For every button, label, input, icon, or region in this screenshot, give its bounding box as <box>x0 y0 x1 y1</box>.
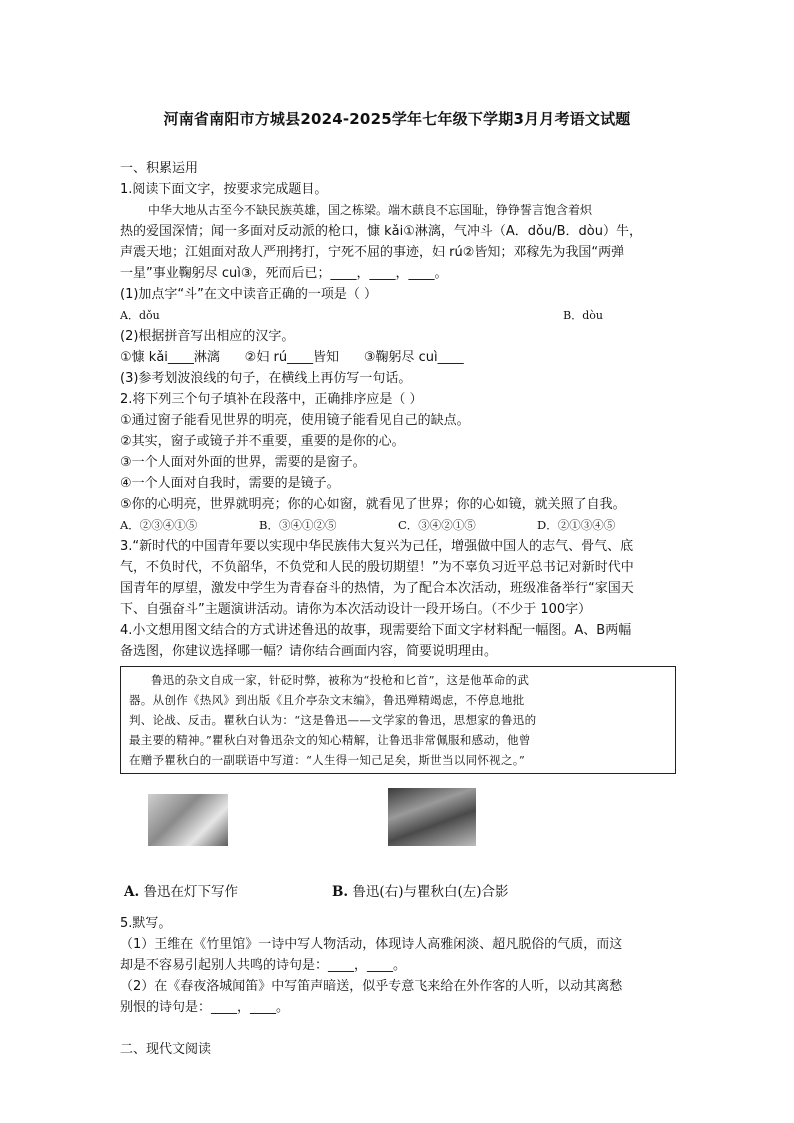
q2-item-4: ④一个人面对自我时，需要的是镜子。 <box>120 476 340 491</box>
question-2-stem: 2.将下列三个句子填补在段落中，正确排序应是（ ） <box>120 392 423 407</box>
q1-sub2-items: ①慷 kǎi____淋漓 ②妇 rú____皆知 ③鞠躬尽 cuì____ <box>120 350 464 365</box>
q1-option-a: A．dǒu <box>120 309 160 322</box>
q4-material-box <box>120 666 676 774</box>
q2-option-a: A．②③④①⑤ <box>120 518 198 532</box>
caption-b <box>332 882 509 903</box>
q1-passage-line-4: 一星”事业鞠躬尽 cuì③，死而后已；____，____，____。 <box>120 266 448 281</box>
caption-a-letter: A. <box>124 884 140 900</box>
q4-photos <box>120 788 676 876</box>
q1-sub2: (2)根据拼音写出相应的汉字。 <box>120 329 295 344</box>
q4-captions <box>120 882 676 903</box>
q2-options <box>120 515 676 536</box>
q4-box-line-4: 最主要的精神。”瞿秋白对鲁迅杂文的知心精解，让鲁迅非常佩服和感动，他曾 <box>129 733 531 747</box>
q1-sub1: (1)加点字“斗”在文中读音正确的一项是（ ） <box>120 287 378 302</box>
caption-a <box>124 882 332 903</box>
q3-line-2: 气，不负时代，不负韶华，不负党和人民的殷切期望！”为不辜负习近平总书记对新时代中 <box>120 560 634 575</box>
question-1-stem: 1.阅读下面文字，按要求完成题目。 <box>120 182 328 197</box>
exam-content <box>120 158 676 1060</box>
q1-passage-line-3: 声震天地；江姐面对敌人严刑拷打，宁死不屈的事迹，妇 rú②皆知；邓稼先为我国“两弹 <box>120 245 625 260</box>
q4-box-line-2: 器。从创作《热风》到出版《且介亭杂文末编》，鲁迅殚精竭虑，不停息地批 <box>129 693 525 707</box>
q3-line-3: 国青年的厚望，激发中学生为青春奋斗的热情，为了配合本次活动，班级准备举行“家国天 <box>120 581 634 596</box>
q4-line-1: 4.小文想用图文结合的方式讲述鲁迅的故事，现需要给下面文字材料配一幅图。A、B两幅 <box>120 623 632 638</box>
question-5-stem: 5.默写。 <box>120 916 172 931</box>
q5-line-1: （1）王维在《竹里馆》一诗中写人物活动，体现诗人高雅闲淡、超凡脱俗的气质，而这 <box>120 937 623 952</box>
q4-box-line-5: 在赠予瞿秋白的一副联语中写道：“人生得一知己足矣，斯世当以同怀视之。” <box>129 753 526 767</box>
q4-line-2: 备选图，你建议选择哪一幅？请你结合画面内容，简要说明理由。 <box>120 644 498 659</box>
caption-a-text: 鲁迅在灯下写作 <box>143 884 238 900</box>
photo-b-image <box>388 788 476 846</box>
q5-line-4: 别恨的诗句是：____，____。 <box>120 1000 290 1015</box>
q1-sub3: (3)参考划波浪线的句子，在横线上再仿写一句话。 <box>120 371 412 386</box>
q2-option-c: C．③④②①⑤ <box>398 518 476 532</box>
q1-sub1-options <box>120 305 676 326</box>
q2-option-d: D．②①③④⑤ <box>537 518 616 532</box>
q2-item-2: ②其实，窗子或镜子并不重要，重要的是你的心。 <box>120 434 405 449</box>
q4-box-line-1: 鲁迅的杂文自成一家，针砭时弊，被称为“投枪和匕首”，这是他革命的武 <box>151 673 530 687</box>
q5-line-2: 却是不容易引起别人共鸣的诗句是：____，____。 <box>120 958 407 973</box>
q3-line-1: 3.“新时代的中国青年要以实现中华民族伟大复兴为己任，增强做中国人的志气、骨气、底 <box>120 539 634 554</box>
q2-item-3: ③一个人面对外面的世界，需要的是窗子。 <box>120 455 366 470</box>
q2-item-1: ①通过窗子能看见世界的明亮，使用镜子能看见自己的缺点。 <box>120 413 470 428</box>
q1-passage-line-2: 热的爱国深情；闻一多面对反动派的枪口，慷 kǎi①淋漓，气冲斗（A．dǒu/B．dòu）牛， <box>120 224 642 239</box>
q4-box-line-3: 判、论战、反击。瞿秋白认为：“这是鲁迅——文学家的鲁迅，思想家的鲁迅的 <box>129 713 537 727</box>
q2-option-b: B．③④①②⑤ <box>259 518 337 532</box>
section-heading-2: 二、现代文阅读 <box>120 1042 212 1057</box>
q1-option-b: B．dòu <box>563 309 603 322</box>
q1-passage-line <box>120 200 676 221</box>
caption-b-letter: B. <box>332 884 349 900</box>
q3-line-4: 下、自强奋斗”主题演讲活动。请你为本次活动设计一段开场白。（不少于 100字） <box>120 602 592 617</box>
q2-item-5: ⑤你的心明亮，世界就明亮；你的心如窗，就看见了世界；你的心如镜，就关照了自我。 <box>120 497 626 512</box>
photo-a-image <box>148 794 228 846</box>
page-title: 河南省南阳市方城县2024-2025学年七年级下学期3月月考语文试题 <box>163 110 631 128</box>
section-heading: 一、积累运用 <box>120 161 199 176</box>
q1-passage-line-1: 中华大地从古至今不缺民族英雄，国之栋梁。端木蕻良不忘国耻，铮铮誓言饱含着炽 <box>148 203 593 217</box>
caption-b-text: 鲁迅(右)与瞿秋白(左)合影 <box>352 884 509 900</box>
q5-line-3: （2）在《春夜洛城闻笛》中写笛声暗送，似乎专意飞来给在外作客的人听，以动其离愁 <box>120 979 623 994</box>
